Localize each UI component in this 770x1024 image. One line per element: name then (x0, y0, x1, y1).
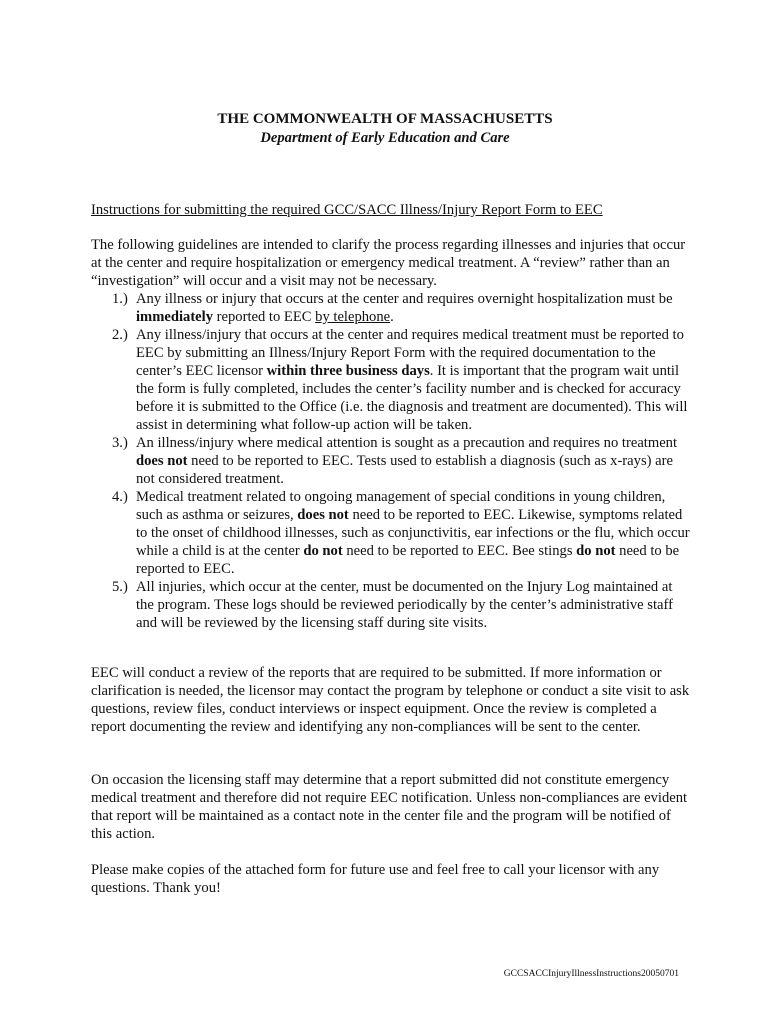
review-paragraph: EEC will conduct a review of the reports that are required to be submitted. If more information or clarification is needed, the licensor may contact the program by telephone or conduct a site visit to ask questions, review files, conduct interviews or inspect equipment. Once the review is completed a report documenting the review and identifying any non-compliances will be sent to the center. (91, 665, 690, 735)
item-text: need to be reported to EEC. Tests used to establish a diagnosis (such as x-rays) are not considered treatment. (136, 453, 673, 487)
item-text: Any illness/injury that occurs at the center and requires medical treatment must be reported to EEC by submitting an Illness/Injury Report Form with the required documentation to the center’s EEC licensor (136, 327, 684, 379)
list-item (91, 434, 691, 488)
guidelines-list (91, 290, 691, 632)
document-code: GCCSACCInjuryIllnessInstructions20050701 (503, 969, 679, 979)
list-item (91, 326, 691, 434)
item-text: need to be reported to EEC. Likewise, symptoms related to the onset of childhood illnesses, such as conjunctivitis, ear infections or the flu, which occur while a child is at the center (136, 507, 690, 559)
item-text: Medical treatment related to ongoing management of special conditions in young children, such as asthma or seizures, (136, 489, 666, 523)
item-text: An illness/injury where medical attention is sought as a precaution and requires no treatment (136, 435, 678, 451)
item-number: 4.) (112, 489, 128, 505)
department-subtitle: Department of Early Education and Care (260, 130, 510, 146)
item-emphasis: immediately (136, 309, 214, 325)
item-emphasis: does not (297, 507, 349, 523)
item-number: 2.) (112, 327, 128, 343)
list-item (91, 290, 691, 326)
item-emphasis: do not (576, 543, 616, 559)
item-text: . It is important that the program wait until the form is fully completed, includes the center’s facility number and is checked for accuracy before it is submitted to the Office (i.e. the diagnosis and treatment are documented). This will assist in determining what follow-up action will be taken. (136, 363, 688, 433)
item-text: Any illness or injury that occurs at the center and requires overnight hospitalization must be (136, 291, 673, 307)
item-emphasis: does not (136, 453, 188, 469)
item-text: need to be reported to EEC. (136, 543, 680, 577)
instructions-title: Instructions for submitting the required GCC/SACC Illness/Injury Report Form to EEC (91, 202, 603, 218)
occasion-paragraph: On occasion the licensing staff may determine that a report submitted did not constitute emergency medical treatment and therefore did not require EEC notification. Unless non-compliances are evident that report will be maintained as a contact note in the center file and the program will be notified of this action. (91, 772, 688, 842)
commonwealth-title: THE COMMONWEALTH OF MASSACHUSETTS (217, 111, 553, 127)
item-text: . (390, 309, 394, 325)
list-item (91, 488, 691, 578)
item-emphasis: within three business days (266, 363, 430, 379)
item-text: reported to EEC (213, 309, 316, 325)
item-number: 3.) (112, 435, 128, 451)
item-number: 5.) (112, 579, 128, 595)
item-text: All injuries, which occur at the center, must be documented on the Injury Log maintained at the program. These logs should be reviewed periodically by the center’s administrative staff and will be reviewed by the licensing staff during site visits. (136, 579, 673, 631)
list-item (91, 578, 691, 632)
closing-paragraph: Please make copies of the attached form for future use and feel free to call your licensor with any questions. Thank you! (91, 862, 660, 896)
item-text: need to be reported to EEC. Bee stings (342, 543, 577, 559)
item-emphasis: do not (303, 543, 343, 559)
intro-paragraph: The following guidelines are intended to clarify the process regarding illnesses and injuries that occur at the center and require hospitalization or emergency medical treatment. A “review” rather than an “investigation” will occur and a visit may not be necessary. (91, 237, 686, 289)
item-underline: by telephone (315, 309, 391, 325)
item-number: 1.) (112, 291, 128, 307)
